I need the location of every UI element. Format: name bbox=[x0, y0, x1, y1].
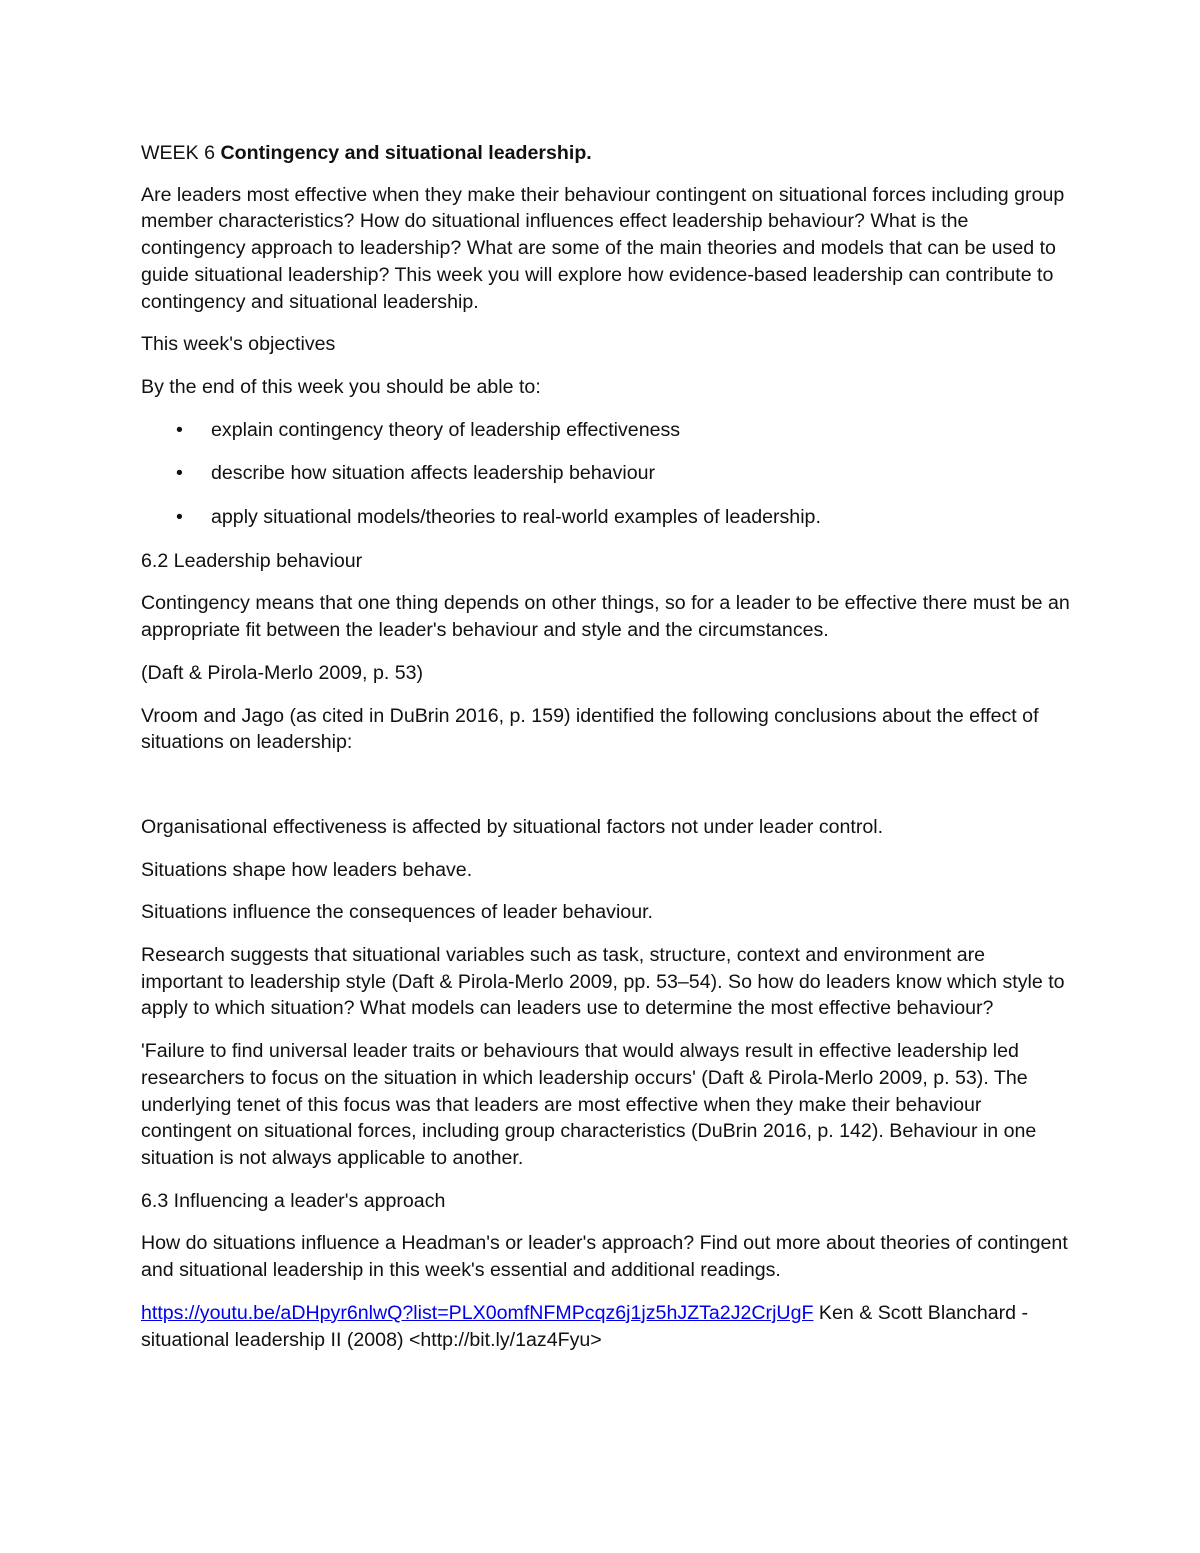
bullet-icon: • bbox=[176, 462, 183, 485]
intro-paragraph: Are leaders most effective when they make their behaviour contingent on situational forces including group member characteristics? How do situational influences effect leadership behaviour? What is the contingency approach to leadership? What are some of the main theories and models that can be used to guide situational leadership? This week you will explore how evidence-based leadership can contribute to contingency and situational leadership. bbox=[141, 183, 1065, 313]
list-item: • explain contingency theory of leadership effectiveness bbox=[141, 417, 1071, 444]
contingency-definition: Contingency means that one thing depends on other things, so for a leader to be effective there must be an appropriate fit between the leader's behaviour and style and the circumstances. bbox=[141, 592, 1070, 642]
page-title: WEEK 6 Contingency and situational leadership. bbox=[141, 142, 592, 164]
objectives-list bbox=[141, 417, 1071, 531]
objectives-heading: This week's objectives bbox=[141, 333, 336, 356]
research-paragraph: Research suggests that situational variables such as task, structure, context and environment are important to leadership style (Daft & Pirola-Merlo 2009, pp. 53–54). So how do leaders know which style to apply to which situation? What models can leaders use to determine the most effective behaviour? bbox=[141, 944, 1065, 1020]
video-caption: Ken & Scott Blanchard - situational leadership II (2008) <http://bit.ly/1az4Fyu> bbox=[141, 1301, 1029, 1351]
document-body bbox=[141, 140, 1071, 1369]
quote-paragraph: 'Failure to find universal leader traits or behaviours that would always result in effective leadership led researchers to focus on the situation in which leadership occurs' (Daft & Pirola-Merlo 2009, p. 53). The underlying tenet of this focus was that leaders are most effective when they make their behaviour contingent on situational forces, including group characteristics (DuBrin 2016, p. 142). Behaviour in one situation is not always applicable to another. bbox=[141, 1040, 1037, 1169]
bullet-icon: • bbox=[176, 418, 183, 441]
video-link[interactable]: https://youtu.be/aDHpyr6nlwQ?list=PLX0omfNFMPcqz6j1jz5hJZTa2J2CrjUgF bbox=[141, 1301, 814, 1324]
list-item: • apply situational models/theories to real-world examples of leadership. bbox=[141, 504, 1071, 531]
section-heading-6-3: 6.3 Influencing a leader's approach bbox=[141, 1189, 446, 1212]
citation-daft: (Daft & Pirola-Merlo 2009, p. 53) bbox=[141, 661, 424, 684]
video-reference bbox=[141, 1300, 1071, 1353]
blank-line bbox=[141, 772, 1071, 814]
list-item: • describe how situation affects leadership behaviour bbox=[141, 460, 1071, 487]
vroom-paragraph: Vroom and Jago (as cited in DuBrin 2016, p. 159) identified the following conclusions about the effect of situations on leadership: bbox=[141, 704, 1039, 754]
section-heading-6-2: 6.2 Leadership behaviour bbox=[141, 549, 363, 572]
conclusion-1: Organisational effectiveness is affected by situational factors not under leader control. bbox=[141, 815, 884, 838]
conclusion-2: Situations shape how leaders behave. bbox=[141, 858, 473, 881]
influence-paragraph: How do situations influence a Headman's or leader's approach? Find out more about theories of contingent and situational leadership in this week's essential and additional readings. bbox=[141, 1232, 1068, 1282]
objectives-lead: By the end of this week you should be able to: bbox=[141, 375, 541, 398]
page-title-bold: Contingency and situational leadership. bbox=[220, 142, 592, 164]
bullet-icon: • bbox=[176, 506, 183, 529]
conclusion-3: Situations influence the consequences of leader behaviour. bbox=[141, 901, 653, 924]
